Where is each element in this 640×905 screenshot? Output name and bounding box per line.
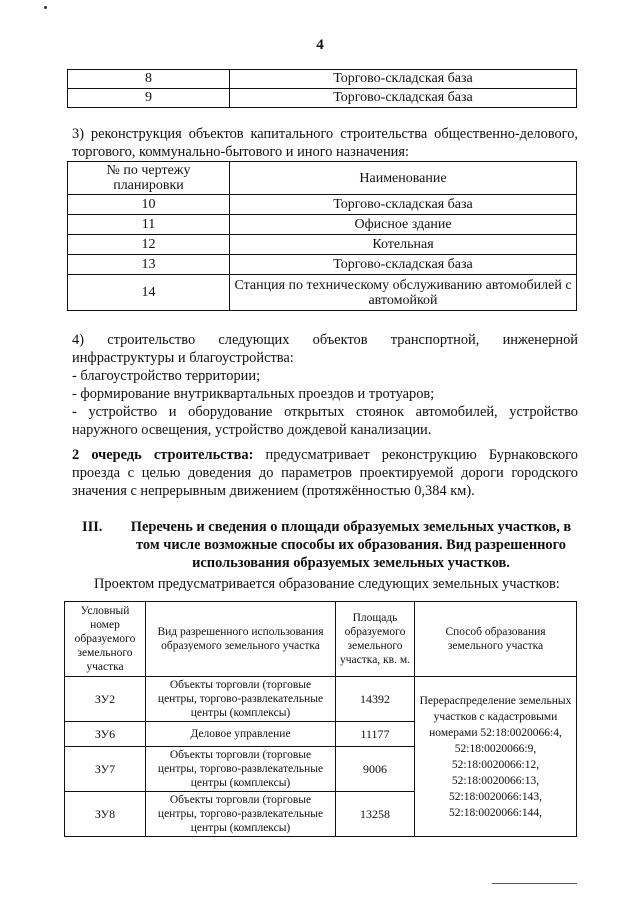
scan-speck — [44, 6, 47, 9]
bullet-item: - благоустройство территории; — [72, 368, 261, 384]
item-4-line-2: инфраструктуры и благоустройства: — [72, 350, 294, 366]
plot-area: 9006 — [336, 747, 415, 792]
header-method: Способ образования земельного участка — [415, 602, 577, 677]
header-plot-number: Условный номер образуемого земельного участка — [65, 602, 146, 677]
plot-area: 11177 — [336, 722, 415, 747]
stage-2-label: 2 очередь строительства: — [72, 447, 254, 463]
header-number: № по чертежу планировки — [68, 162, 230, 195]
plot-id: ЗУ2 — [65, 677, 146, 722]
table-row — [65, 677, 577, 722]
plot-use: Объекты торговли (торговые центры, торгово-развлекательные центры (комплексы) — [146, 747, 336, 792]
stage-2-text: предусматривает реконструкцию Бурнаковского проезда с целью доведения до параметров проектируемой дороги городского значения с непрерывным движением (протяжённостью 0,384 км). — [72, 447, 578, 499]
table-row — [68, 89, 577, 108]
table-row — [68, 215, 577, 235]
table-row — [68, 195, 577, 215]
item-3-text: 3) реконструкция объектов капитального строительства общественно-делового, торгового, коммунально-бытового и иного назначения: — [72, 126, 578, 160]
plot-method: Перераспределение земельных участков с кадастровыми номерами 52:18:0020066:4, 52:18:0020066:9, 52:18:0020066:12, 52:18:0020066:13, 52:18:0020066:143, 52:18:0020066:144, — [415, 677, 577, 837]
row-name: Торгово-складская база — [230, 255, 577, 275]
plot-area: 14392 — [336, 677, 415, 722]
intro-text: Проектом предусматривается образование следующих земельных участков: — [94, 576, 560, 592]
table-row — [68, 235, 577, 255]
bullet-item: - устройство и оборудование открытых стоянок автомобилей, устройство наружного освещения, устройство дождевой канализации. — [72, 404, 578, 438]
row-number: 12 — [68, 235, 230, 255]
row-name: Торгово-складская база — [230, 195, 577, 215]
item-4-line-1: 4) строительство следующих объектов транспортной, инженерной — [72, 332, 578, 348]
header-permitted-use: Вид разрешенного использования образуемого земельного участка — [146, 602, 336, 677]
row-number: 10 — [68, 195, 230, 215]
row-name: Котельная — [230, 235, 577, 255]
row-number: 14 — [68, 275, 230, 311]
item-4-block — [72, 331, 578, 439]
row-number: 13 — [68, 255, 230, 275]
row-name: Торгово-складская база — [230, 89, 577, 108]
row-number: 11 — [68, 215, 230, 235]
plot-use: Объекты торговли (торговые центры, торгово-развлекательные центры (комплексы) — [146, 792, 336, 837]
plot-id: ЗУ6 — [65, 722, 146, 747]
table-header-row — [65, 602, 577, 677]
table-header-row — [68, 162, 577, 195]
row-name: Торгово-складская база — [230, 70, 577, 89]
page-number: 4 — [316, 37, 324, 53]
row-number: 9 — [68, 89, 230, 108]
row-number: 8 — [68, 70, 230, 89]
table-row — [68, 275, 577, 311]
table-continuation — [67, 69, 577, 108]
footer-rule — [492, 883, 577, 884]
section-3-title: Перечень и сведения о площади образуемых земельных участков, в том числе возможные способы их образования. Вид разрешенного использования образуемых земельных участков. — [130, 519, 572, 571]
stage-2-paragraph — [72, 446, 578, 500]
plot-area: 13258 — [336, 792, 415, 837]
plot-use: Объекты торговли (торговые центры, торгово-развлекательные центры (комплексы) — [146, 677, 336, 722]
table-reconstruction — [67, 161, 577, 311]
plot-id: ЗУ8 — [65, 792, 146, 837]
row-name: Станция по техническому обслуживанию автомобилей с автомойкой — [230, 275, 577, 311]
header-area: Площадь образуемого земельного участка, кв. м. — [336, 602, 415, 677]
bullet-item: - формирование внутриквартальных проездов и тротуаров; — [72, 386, 435, 402]
land-plots-table — [64, 601, 577, 837]
plot-use: Деловое управление — [146, 722, 336, 747]
table-row — [68, 70, 577, 89]
table-row — [68, 255, 577, 275]
row-name: Офисное здание — [230, 215, 577, 235]
header-name: Наименование — [230, 162, 577, 195]
plot-id: ЗУ7 — [65, 747, 146, 792]
section-3-heading — [72, 518, 578, 572]
section-3-number: III. — [82, 519, 103, 535]
